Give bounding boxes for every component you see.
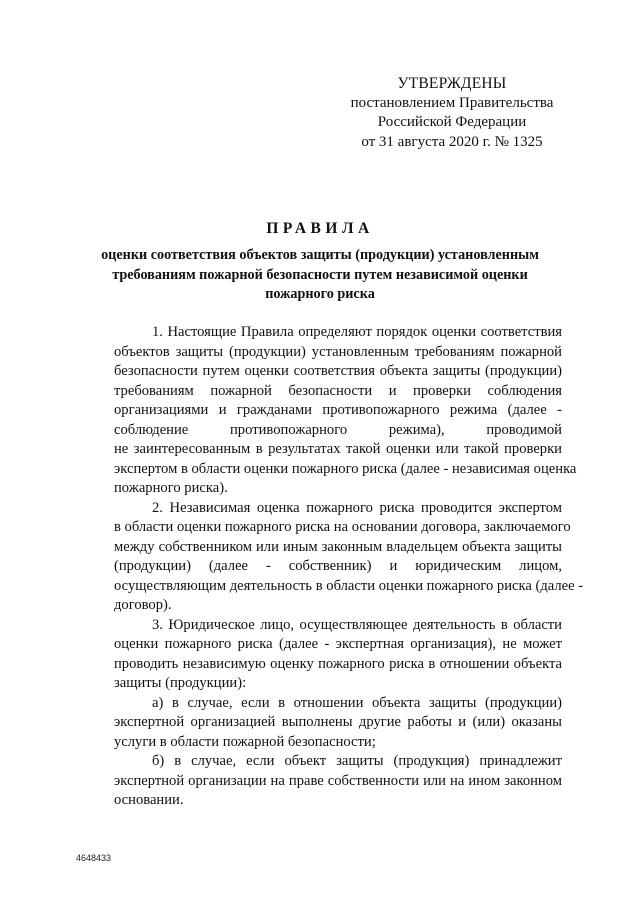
subtitle-line: требованиям пожарной безопасности путем независимой оценки [112, 266, 528, 283]
paragraph-1 [76, 323, 577, 499]
text-line: безопасности путем оценки соответствия объекта защиты (продукции) [114, 363, 562, 379]
text-line: осуществляющим деятельность в области оценки пожарного риска (далее - [114, 577, 584, 594]
text-line: проводить независимую оценку пожарного риска в отношении объекта [114, 655, 562, 672]
text-line: договор). [114, 597, 172, 613]
approval-authority: постановлением Правительства [350, 94, 554, 111]
text-line: (продукции) (далее - собственник) и юридическим лицом, [114, 558, 562, 574]
text-line: 2. Независимая оценка пожарного риска проводится экспертом [152, 499, 562, 516]
text-line: объектов защиты (продукции) установленным требованиям пожарной [114, 343, 562, 360]
text-line: пожарного риска). [114, 480, 228, 496]
subtitle-line: пожарного риска [265, 286, 375, 302]
approval-block [330, 74, 574, 152]
text-line: услуги в области пожарной безопасности; [114, 733, 376, 750]
subparagraph-b [76, 752, 562, 811]
text-line: а) в случае, если в отношении объекта защиты (продукции) [152, 694, 562, 711]
text-line: не заинтересованным в результатах такой оценки или такой проверки [114, 441, 562, 457]
text-line: между собственником или иным законным владельцем объекта защиты [114, 538, 562, 555]
text-line: экспертной организацией выполнены другие работы и (или) оказаны [114, 714, 562, 730]
text-line: защиты (продукции): [114, 675, 247, 691]
document-subtitle [60, 246, 580, 305]
text-line: оценки пожарного риска (далее - экспертная организация), не может [114, 636, 562, 652]
document-title: ПРАВИЛА [266, 220, 374, 237]
paragraph-3 [76, 616, 562, 694]
text-line: требованиям пожарной безопасности и проверки соблюдения [114, 382, 562, 399]
text-line: основании. [114, 792, 184, 808]
document-body [76, 323, 584, 811]
document-id-number: 4648433 [76, 853, 112, 863]
text-line: экспертом в области оценки пожарного риска (далее - независимая оценка [114, 460, 577, 477]
approval-country: Российской Федерации [377, 114, 527, 130]
subtitle-line: оценки соответствия объектов защиты (продукции) установленным [101, 247, 539, 263]
subparagraph-a [76, 694, 562, 753]
approval-heading: УТВЕРЖДЕНЫ [397, 75, 507, 92]
text-line: организациями и гражданами противопожарного режима (далее - [114, 402, 562, 418]
text-line: соблюдение противопожарного режима), проводимой [114, 421, 562, 438]
text-line: 1. Настоящие Правила определяют порядок оценки соответствия [152, 324, 562, 340]
text-line: в области оценки пожарного риска на основании договора, заключаемого [114, 519, 571, 535]
approval-date-number: от 31 августа 2020 г. № 1325 [361, 133, 543, 150]
text-line: 3. Юридическое лицо, осуществляющее деятельность в области [152, 616, 562, 633]
text-line: экспертной организации на праве собственности или на ином законном [114, 772, 562, 789]
text-line: б) в случае, если объект защиты (продукция) принадлежит [152, 753, 562, 769]
paragraph-2 [76, 499, 584, 616]
